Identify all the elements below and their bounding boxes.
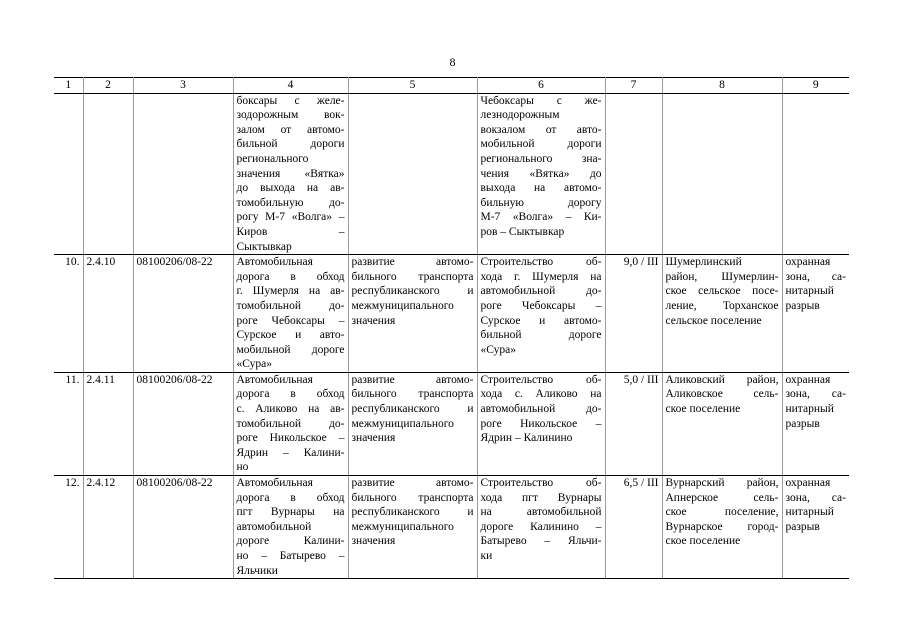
parameters-cell — [605, 93, 662, 255]
cell-text-line: роге Чебоксары – — [236, 314, 345, 327]
row-number-cell — [54, 93, 83, 255]
cell-text-line: Ядрин – Калини- — [236, 446, 345, 459]
item-code-cell: 2.4.12 — [83, 476, 133, 579]
location-cell — [662, 93, 782, 255]
description-cell — [477, 372, 605, 475]
cell-text-line: ки — [480, 550, 493, 562]
cell-text-line: ское поселение — [665, 403, 741, 416]
cell-text-line: зона, са- — [785, 491, 846, 504]
cell-text-line: томобильной до- — [236, 299, 345, 312]
cell-text-line: «Сура» — [480, 343, 516, 356]
cell-text-line: развитие автомо- — [351, 477, 474, 490]
cell-text-line: до выхода на ав- — [236, 182, 345, 195]
zone-cell — [782, 255, 849, 373]
cell-text-line: боксары с желе- — [236, 94, 345, 107]
cell-text-line: Сыктывкар — [236, 240, 292, 253]
cell-text-line: рогу М-7 «Волга» – — [236, 211, 345, 224]
zone-cell — [782, 476, 849, 579]
parameters-cell: 9,0 / III — [605, 255, 662, 373]
cell-text-line: нитарный — [785, 506, 834, 519]
location-cell — [662, 255, 782, 373]
page-number: 8 — [449, 55, 456, 69]
parameters-cell: 6,5 / III — [605, 476, 662, 579]
cell-text-line: республиканского и — [351, 506, 474, 519]
cell-text-line: на автомобильной — [480, 506, 602, 519]
cell-text-line: Киров – — [236, 225, 345, 238]
cell-text-line: бильного транспорта — [351, 270, 474, 283]
cell-text-line: охранная — [785, 477, 831, 490]
cell-text-line: автомобильной до- — [480, 403, 602, 416]
cell-text-line: Строительство об- — [480, 256, 602, 269]
cell-text-line: роге Никольское – — [236, 432, 345, 445]
cell-text-line: томобильную до- — [236, 196, 345, 209]
cell-text-line: охранная — [785, 256, 831, 269]
cell-text-line: регионального — [236, 152, 309, 165]
cell-text-line: район, Шумерлин- — [665, 270, 779, 283]
cell-text-line: г. Шумерля на ав- — [236, 285, 345, 298]
cell-text-line: залом от автомо- — [236, 123, 345, 136]
cell-text-line: дорога в обход — [236, 491, 345, 504]
cell-text-line: нитарный — [785, 403, 834, 416]
zone-cell — [782, 372, 849, 475]
cell-text-line: автомобильной до- — [480, 285, 602, 298]
cell-text-line: республиканского и — [351, 285, 474, 298]
cell-text-line: мобильной дороге — [236, 343, 345, 356]
document-code-cell: 08100206/08-22 — [133, 372, 233, 475]
description-cell — [477, 476, 605, 579]
purpose-cell — [348, 93, 477, 255]
cell-text-line: пгт Вурнары на — [236, 506, 345, 519]
document-code-cell — [133, 93, 233, 255]
column-number-row — [54, 78, 849, 94]
column-number: 1 — [54, 78, 83, 94]
cell-text-line: межмуниципального — [351, 299, 454, 312]
cell-text-line: но – Батырево – — [236, 550, 345, 562]
cell-text-line: дорога в обход — [236, 388, 345, 401]
cell-text-line: Аликовский район, — [665, 373, 779, 386]
location-cell — [662, 372, 782, 475]
cell-text-line: республиканского и — [351, 403, 474, 416]
cell-text-line: «Сура» — [236, 358, 272, 371]
object-name-cell — [233, 93, 348, 255]
description-cell — [477, 93, 605, 255]
table-row — [54, 255, 849, 373]
item-code-cell — [83, 93, 133, 255]
cell-text-line: Яльчики — [236, 564, 278, 577]
cell-text-line: Аликовское сель- — [665, 388, 779, 401]
column-number: 2 — [83, 78, 133, 94]
cell-text-line: межмуниципального — [351, 417, 454, 430]
cell-text-line: чения «Вятка» до — [480, 167, 602, 180]
cell-text-line: бильного транспорта — [351, 388, 474, 401]
column-number: 6 — [477, 78, 605, 94]
cell-text-line: дороге Калини- — [236, 535, 345, 548]
purpose-cell — [348, 476, 477, 579]
cell-text-line: бильную дорогу — [480, 196, 602, 209]
column-number: 3 — [133, 78, 233, 94]
cell-text-line: бильного транспорта — [351, 491, 474, 504]
column-number: 5 — [348, 78, 477, 94]
cell-text-line: Апнерское сель- — [665, 491, 779, 504]
table-row — [54, 93, 849, 255]
cell-text-line: зодорожным вок- — [236, 109, 345, 122]
cell-text-line: Автомобильная — [236, 373, 313, 386]
cell-text-line: сельское поселение — [665, 314, 762, 327]
cell-text-line: бильной дороге — [480, 329, 602, 342]
object-name-cell — [233, 255, 348, 373]
parameters-cell: 5,0 / III — [605, 372, 662, 475]
cell-text-line: значения — [351, 314, 396, 327]
cell-text-line: ское поселение — [665, 535, 741, 548]
document-table — [54, 77, 849, 579]
cell-text-line: нитарный — [785, 285, 834, 298]
cell-text-line: ское поселение, — [665, 506, 779, 519]
table-row — [54, 372, 849, 475]
cell-text-line: но — [236, 461, 249, 474]
cell-text-line: дороге Калинино – — [480, 520, 602, 533]
cell-text-line: разрыв — [785, 299, 820, 312]
document-code-cell: 08100206/08-22 — [133, 255, 233, 373]
cell-text-line: Ядрин – Калинино — [480, 432, 573, 445]
cell-text-line: зона, са- — [785, 270, 846, 283]
cell-text-line: Батырево – Яльчи- — [480, 535, 602, 548]
cell-text-line: значения «Вятка» — [236, 167, 345, 180]
cell-text-line: Шумерлинский — [665, 256, 742, 269]
cell-text-line: Вурнарский район, — [665, 477, 779, 490]
cell-text-line: ров – Сыктывкар — [480, 225, 565, 238]
cell-text-line: автомобильной — [236, 520, 312, 533]
cell-text-line: хода г. Шумерля на — [480, 270, 602, 283]
cell-text-line: выхода на автомо- — [480, 182, 602, 195]
cell-text-line: роге Никольское – — [480, 417, 602, 430]
cell-text-line: разрыв — [785, 520, 820, 533]
cell-text-line: охранная — [785, 373, 831, 386]
row-number-cell: 11. — [54, 372, 83, 475]
description-cell — [477, 255, 605, 373]
cell-text-line: хода пгт Вурнары — [480, 491, 602, 504]
cell-text-line: роге Чебоксары – — [480, 299, 602, 312]
location-cell — [662, 476, 782, 579]
column-number: 9 — [782, 78, 849, 94]
cell-text-line: Чебоксары с же- — [480, 94, 602, 107]
table-row — [54, 476, 849, 579]
zone-cell — [782, 93, 849, 255]
cell-text-line: зона, са- — [785, 388, 846, 401]
column-number: 7 — [605, 78, 662, 94]
cell-text-line: хода с. Аликово на — [480, 388, 602, 401]
cell-text-line: Строительство об- — [480, 373, 602, 386]
cell-text-line: бильной дороги — [236, 138, 345, 151]
cell-text-line: Сурское и автомо- — [480, 314, 602, 327]
cell-text-line: разрыв — [785, 417, 820, 430]
cell-text-line: регионального зна- — [480, 152, 602, 165]
cell-text-line: значения — [351, 535, 396, 548]
column-number: 8 — [662, 78, 782, 94]
cell-text-line: Сурское и авто- — [236, 329, 345, 342]
cell-text-line: Строительство об- — [480, 477, 602, 490]
cell-text-line: значения — [351, 432, 396, 445]
cell-text-line: Автомобильная — [236, 256, 313, 269]
cell-text-line: дорога в обход — [236, 270, 345, 283]
object-name-cell — [233, 476, 348, 579]
cell-text-line: ское сельское посе- — [665, 285, 779, 298]
purpose-cell — [348, 255, 477, 373]
cell-text-line: лезнодорожным — [480, 109, 560, 122]
item-code-cell: 2.4.11 — [83, 372, 133, 475]
cell-text-line: межмуниципального — [351, 520, 454, 533]
item-code-cell: 2.4.10 — [83, 255, 133, 373]
cell-text-line: с. Аликово на ав- — [236, 403, 345, 416]
cell-text-line: Автомобильная — [236, 477, 313, 490]
document-code-cell: 08100206/08-22 — [133, 476, 233, 579]
cell-text-line: Вурнарское город- — [665, 520, 779, 533]
cell-text-line: М-7 «Волга» – Ки- — [480, 211, 602, 224]
cell-text-line: ление, Торханское — [665, 299, 779, 312]
cell-text-line: томобильной до- — [236, 417, 345, 430]
cell-text-line: развитие автомо- — [351, 373, 474, 386]
cell-text-line: развитие автомо- — [351, 256, 474, 269]
row-number-cell: 10. — [54, 255, 83, 373]
object-name-cell — [233, 372, 348, 475]
cell-text-line: вокзалом от авто- — [480, 123, 602, 136]
purpose-cell — [348, 372, 477, 475]
cell-text-line: мобильной дороги — [480, 138, 602, 151]
row-number-cell: 12. — [54, 476, 83, 579]
column-number: 4 — [233, 78, 348, 94]
